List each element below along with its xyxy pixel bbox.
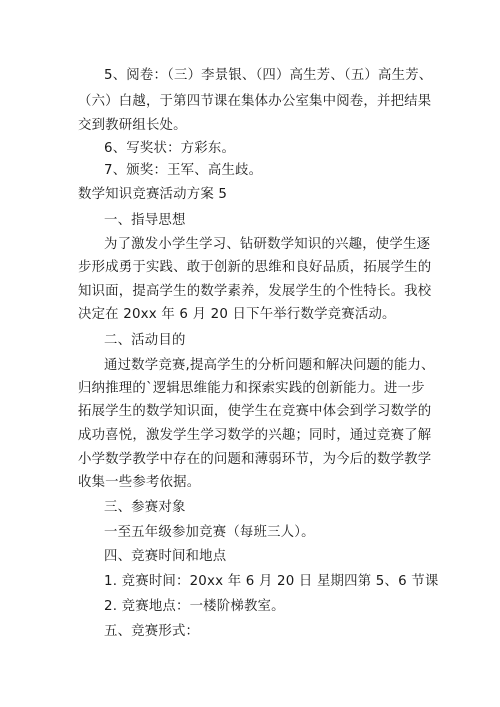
paragraph-line: 成功喜悦，激发学生学习数学的兴趣；同时，通过竞赛了解 <box>78 428 432 443</box>
paragraph-line: 拓展学生的数学知识面，使学生在竞赛中体会到学习数学的 <box>78 404 432 419</box>
paragraph-line: 5、阅卷：（三）李景银、（四）高生芳、（五）高生芳、 <box>104 68 433 83</box>
heading: 五、竞赛形式： <box>104 624 200 639</box>
paragraph-line: 7、颁奖：王军、高生歧。 <box>104 163 263 178</box>
heading: 二、活动目的 <box>104 333 186 348</box>
paragraph-line: 通过数学竞赛,提高学生的分析问题和解决问题的能力、 <box>104 358 435 373</box>
paragraph-line: 为了激发小学生学习、钻研数学知识的兴趣，使学生逐 <box>104 237 431 252</box>
paragraph-line: 知识面，提高学生的数学素养，发展学生的个性特长。我校 <box>78 284 432 299</box>
paragraph-line: （六）白越，于第四节课在集体办公室集中阅卷，并把结果 <box>78 94 432 109</box>
paragraph-line: 一至五年级参加竞赛（每班三人）。 <box>104 525 315 540</box>
section-title: 数学知识竞赛活动方案 5 <box>78 187 228 202</box>
paragraph-line: 小学数学教学中存在的问题和薄弱环节，为今后的数学教学 <box>78 452 432 467</box>
paragraph-line: 交到教研组长处。 <box>78 118 187 133</box>
list-item: 2. 竞赛地点：一楼阶梯教室。 <box>104 599 285 614</box>
paragraph-line: 6、写奖状：方彩东。 <box>104 141 236 156</box>
heading: 三、参赛对象 <box>104 500 186 515</box>
heading: 四、竞赛时间和地点 <box>104 549 227 564</box>
paragraph-line: 收集一些参考依据。 <box>78 475 201 490</box>
heading: 一、指导思想 <box>104 213 186 228</box>
paragraph-line: 步形成勇于实践、敢于创新的思维和良好品质，拓展学生的 <box>78 260 432 275</box>
paragraph-line: 归纳推理的`逻辑思维能力和探索实践的创新能力。进一步 <box>78 381 425 396</box>
paragraph-line: 决定在 20xx 年 6 月 20 日下午举行数学竞赛活动。 <box>78 307 396 322</box>
list-item: 1. 竞赛时间：20xx 年 6 月 20 日 星期四第 5、6 节课 <box>104 574 439 589</box>
